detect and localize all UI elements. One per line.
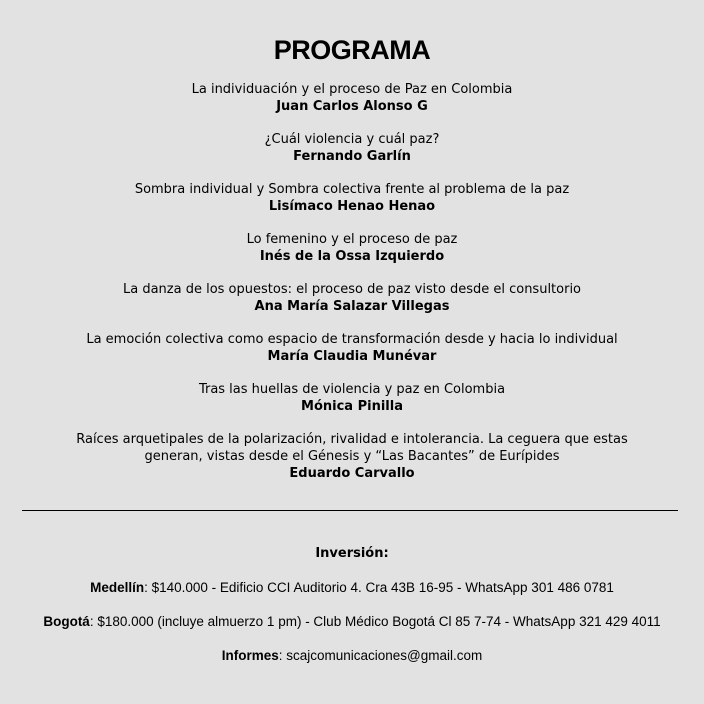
talk-speaker: Fernando Garlín: [293, 149, 411, 164]
medellin-info: [0, 579, 704, 596]
talk-title: Lo femenino y el proceso de paz: [246, 232, 458, 247]
talk-item: [30, 431, 674, 482]
program-list: [30, 81, 674, 498]
talk-speaker: Inés de la Ossa Izquierdo: [259, 249, 445, 264]
talk-item: [30, 231, 674, 265]
talk-item: [30, 181, 674, 215]
talk-speaker: Juan Carlos Alonso G: [276, 99, 428, 114]
talk-title: La danza de los opuestos: el proceso de paz visto desde el consultorio: [122, 282, 582, 297]
talk-item: [30, 281, 674, 315]
talk-title: Sombra individual y Sombra colectiva frente al problema de la paz: [134, 182, 570, 197]
talk-speaker: Ana María Salazar Villegas: [254, 299, 450, 314]
bogota-text: : $180.000 (incluye almuerzo 1 pm) - Club Médico Bogotá Cl 85 7-74 - WhatsApp 321 429 4011: [89, 614, 661, 629]
bogota-info: [0, 613, 704, 630]
informes-text: : scajcomunicaciones@gmail.com: [278, 648, 483, 663]
talk-title: La emoción colectiva como espacio de transformación desde y hacia lo individual: [86, 332, 618, 347]
page-title: PROGRAMA: [273, 35, 431, 65]
talk-item: [30, 331, 674, 365]
talk-speaker: Lisímaco Henao Henao: [268, 199, 436, 214]
section-divider: [22, 510, 678, 511]
talk-item: [30, 381, 674, 415]
bogota-label: Bogotá: [43, 614, 90, 629]
talk-item: [30, 81, 674, 115]
talk-title: La individuación y el proceso de Paz en Colombia: [191, 82, 513, 97]
talk-item: [30, 131, 674, 165]
talk-speaker: Eduardo Carvallo: [289, 466, 415, 481]
talk-title: Tras las huellas de violencia y paz en Colombia: [198, 382, 506, 397]
medellin-text: : $140.000 - Edificio CCI Auditorio 4. Cra 43B 16-95 - WhatsApp 301 486 0781: [144, 580, 614, 595]
talk-title-line-1: Raíces arquetipales de la polarización, rivalidad e intolerancia. La ceguera que estas: [76, 432, 628, 447]
talk-title-line-2: generan, vistas desde el Génesis y “Las Bacantes” de Eurípides: [144, 449, 560, 464]
inversion-heading: Inversión:: [315, 546, 389, 561]
informes-label: Informes: [221, 648, 279, 663]
medellin-label: Medellín: [90, 580, 145, 595]
talk-speaker: María Claudia Munévar: [267, 349, 437, 364]
talk-title: ¿Cuál violencia y cuál paz?: [264, 132, 440, 147]
talk-speaker: Mónica Pinilla: [301, 399, 403, 414]
informes-info: [0, 647, 704, 664]
